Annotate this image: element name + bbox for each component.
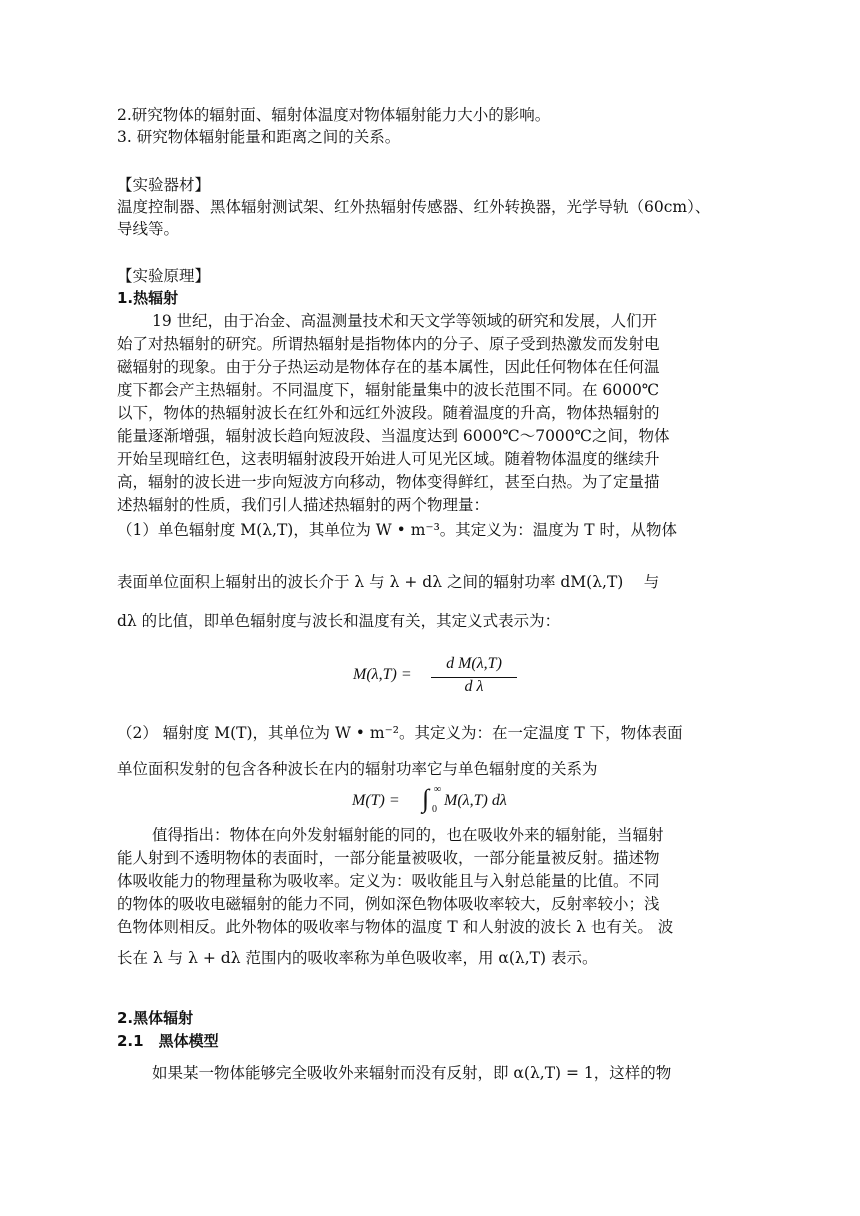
paragraph-line: 色物体则相反。此外物体的吸收率与物体的温度 T 和人射波的波长 λ 也有关。 波 bbox=[117, 918, 674, 936]
formula-lhs: M(λ,T) = bbox=[353, 666, 412, 683]
paragraph-line: 以下，物体的热辐射波长在红外和远红外波段。随着温度的升高，物体热辐射的 bbox=[117, 404, 660, 422]
paragraph-line: 体吸收能力的物理量称为吸收率。定义为：吸收能且与入射总能量的比值。不同 bbox=[117, 872, 660, 890]
equipment-line: 导线等。 bbox=[117, 220, 180, 238]
integral-lower-limit: 0 bbox=[432, 804, 437, 815]
section-heading: 1.热辐射 bbox=[117, 289, 179, 307]
paragraph-line: 述热辐射的性质，我们引人描述热辐射的两个物理量： bbox=[117, 496, 490, 514]
paragraph-line: 磁辐射的现象。由于分子热运动是物体存在的基本属性，因此任何物体在任何温 bbox=[117, 358, 660, 376]
paragraph-line: 值得指出：物体在向外发射辐射能的同的，也在吸收外来的辐射能，当辐射 bbox=[152, 826, 664, 844]
paragraph-line: 如果某一物体能够完全吸收外来辐射而没有反射，即 α(λ,T) = 1，这样的物 bbox=[152, 1064, 672, 1082]
definition-line: 单位面积发射的包含各种波长在内的辐射功率它与单色辐射度的关系为 bbox=[117, 760, 598, 778]
definition-line: （1）单色辐射度 M(λ,T)，其单位为 W • m⁻³。其定义为：温度为 T 时，从物体 bbox=[117, 521, 677, 539]
integral-sign-icon: ∫ bbox=[422, 784, 430, 813]
paragraph-line: 的物体的吸收电磁辐射的能力不同，例如深色物体吸收率较大，反射率较小；浅 bbox=[117, 895, 660, 913]
paragraph-line: 始了对热辐射的研究。所谓热辐射是指物体内的分子、原子受到热激发而发射电 bbox=[117, 335, 660, 353]
principle-heading: 【实验原理】 bbox=[117, 267, 211, 285]
paragraph-line: 度下都会产主热辐射。不同温度下，辐射能量集中的波长范围不同。在 6000℃ bbox=[117, 381, 660, 399]
formula-numerator: d M(λ,T) bbox=[446, 655, 502, 672]
paragraph-line: 长在 λ 与 λ + dλ 范围内的吸收率称为单色吸收率，用 α(λ,T) 表示。 bbox=[117, 949, 598, 967]
equipment-line: 温度控制器、黑体辐射测试架、红外热辐射传感器、红外转换器，光学导轨（60cm）、 bbox=[117, 198, 711, 216]
paragraph-line: 能量逐渐增强，辐射波长趋向短波段、当温度达到 6000℃～7000℃之间，物体 bbox=[117, 427, 670, 445]
goal-line: 3. 研究物体辐射能量和距离之间的关系。 bbox=[117, 128, 401, 146]
formula-denominator: d λ bbox=[464, 678, 484, 695]
definition-line: dλ 的比值，即单色辐射度与波长和温度有关，其定义式表示为： bbox=[117, 612, 561, 630]
paragraph-line: 19 世纪，由于冶金、高温测量技术和天文学等领域的研究和发展，人们开 bbox=[152, 312, 658, 330]
equipment-heading: 【实验器材】 bbox=[117, 176, 211, 194]
paragraph-line: 高，辐射的波长进一步向短波方向移动，物体变得鲜红，甚至白热。为了定量描 bbox=[117, 473, 660, 491]
definition-line: （2） 辐射度 M(T)，其单位为 W • m⁻²。其定义为：在一定温度 T 下，物体表面 bbox=[117, 724, 683, 742]
subsection-heading: 2.1 黑体模型 bbox=[117, 1032, 219, 1050]
goal-line: 2.研究物体的辐射面、辐射体温度对物体辐射能力大小的影响。 bbox=[117, 106, 551, 124]
definition-line: 表面单位面积上辐射出的波长介于 λ 与 λ + dλ 之间的辐射功率 dM(λ,T) 与 bbox=[117, 573, 660, 591]
section-heading: 2.黑体辐射 bbox=[117, 1009, 194, 1027]
paragraph-line: 能人射到不透明物体的表面时，一部分能量被吸收，一部分能量被反射。描述物 bbox=[117, 849, 660, 867]
integral-upper-limit: ∞ bbox=[434, 784, 442, 795]
integral-body: M(λ,T) dλ bbox=[444, 792, 507, 809]
paragraph-line: 开始呈现暗红色，这表明辐射波段开始进人可见光区域。随着物体温度的继续升 bbox=[117, 450, 660, 468]
formula-lhs: M(T) = bbox=[352, 792, 400, 809]
